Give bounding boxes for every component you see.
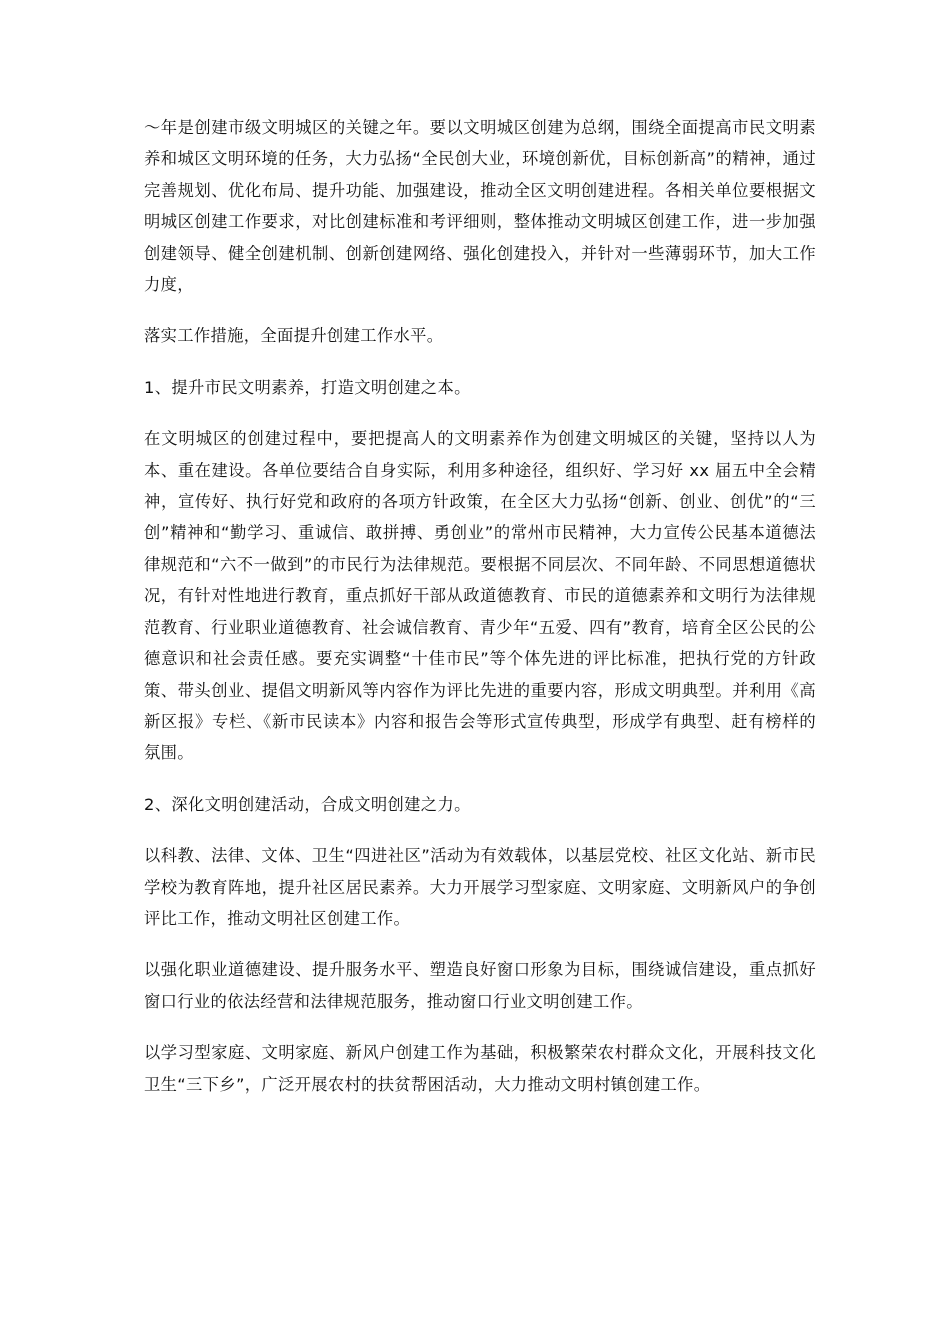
paragraph-community: 以科教、法律、文体、卫生“四进社区”活动为有效载体，以基层党校、社区文化站、新市民学校为教育阵地，提升社区居民素养。大力开展学习型家庭、文明家庭、文明新风户的争创评比工作，推动文明社区创建工作。 bbox=[144, 846, 816, 928]
paragraph-measures: 落实工作措施，全面提升创建工作水平。 bbox=[144, 326, 444, 346]
paragraph-intro: ～年是创建市级文明城区的关键之年。要以文明城区创建为总纲，围绕全面提高市民文明素养和城区文明环境的任务，大力弘扬“全民创大业，环境创新优，目标创新高”的精神，通过完善规划、优化布局、提升功能、加强建设，推动全区文明创建进程。各相关单位要根据文明城区创建工作要求，对比创建标准和考评细则，整体推动文明城区创建工作，进一步加强创建领导、健全创建机制、创新创建网络、强化创建投入，并针对一些薄弱环节，加大工作力度， bbox=[144, 118, 816, 295]
paragraph-rural: 以学习型家庭、文明家庭、新风户创建工作为基础，积极繁荣农村群众文化，开展科技文化卫生“三下乡”，广泛开展农村的扶贫帮困活动，大力推动文明村镇创建工作。 bbox=[144, 1043, 816, 1094]
section-heading-1: 1、提升市民文明素养，打造文明创建之本。 bbox=[144, 377, 471, 397]
document-body bbox=[144, 112, 816, 1120]
paragraph-window-industry: 以强化职业道德建设、提升服务水平、塑造良好窗口形象为目标，围绕诚信建设，重点抓好窗口行业的依法经营和法律规范服务，推动窗口行业文明创建工作。 bbox=[144, 960, 816, 1011]
section-heading-2: 2、深化文明创建活动，合成文明创建之力。 bbox=[144, 794, 471, 814]
paragraph-section-1: 在文明城区的创建过程中，要把提高人的文明素养作为创建文明城区的关键，坚持以人为本、重在建设。各单位要结合自身实际，利用多种途径，组织好、学习好 xx 届五中全会精神，宣传好、执行好党和政府的各项方针政策，在全区大力弘扬“创新、创业、创优”的“三创”精神和“勤学习、重诚信、敢拼搏、勇创业”的常州市民精神，大力宣传公民基本道德法律规范和“六不一做到”的市民行为法律规范。要根据不同层次、不同年龄、不同思想道德状况，有针对性地进行教育，重点抓好干部从政道德教育、市民的道德素养和文明行为法律规范教育、行业职业道德教育、社会诚信教育、青少年“五爱、四有”教育，培育全区公民的公德意识和社会责任感。要充实调整“十佳市民”等个体先进的评比标准，把执行党的方针政策、带头创业、提倡文明新风等内容作为评比先进的重要内容，形成文明典型。并利用《高新区报》专栏、《新市民读本》内容和报告会等形式宣传典型，形成学有典型、赶有榜样的氛围。 bbox=[144, 429, 816, 763]
